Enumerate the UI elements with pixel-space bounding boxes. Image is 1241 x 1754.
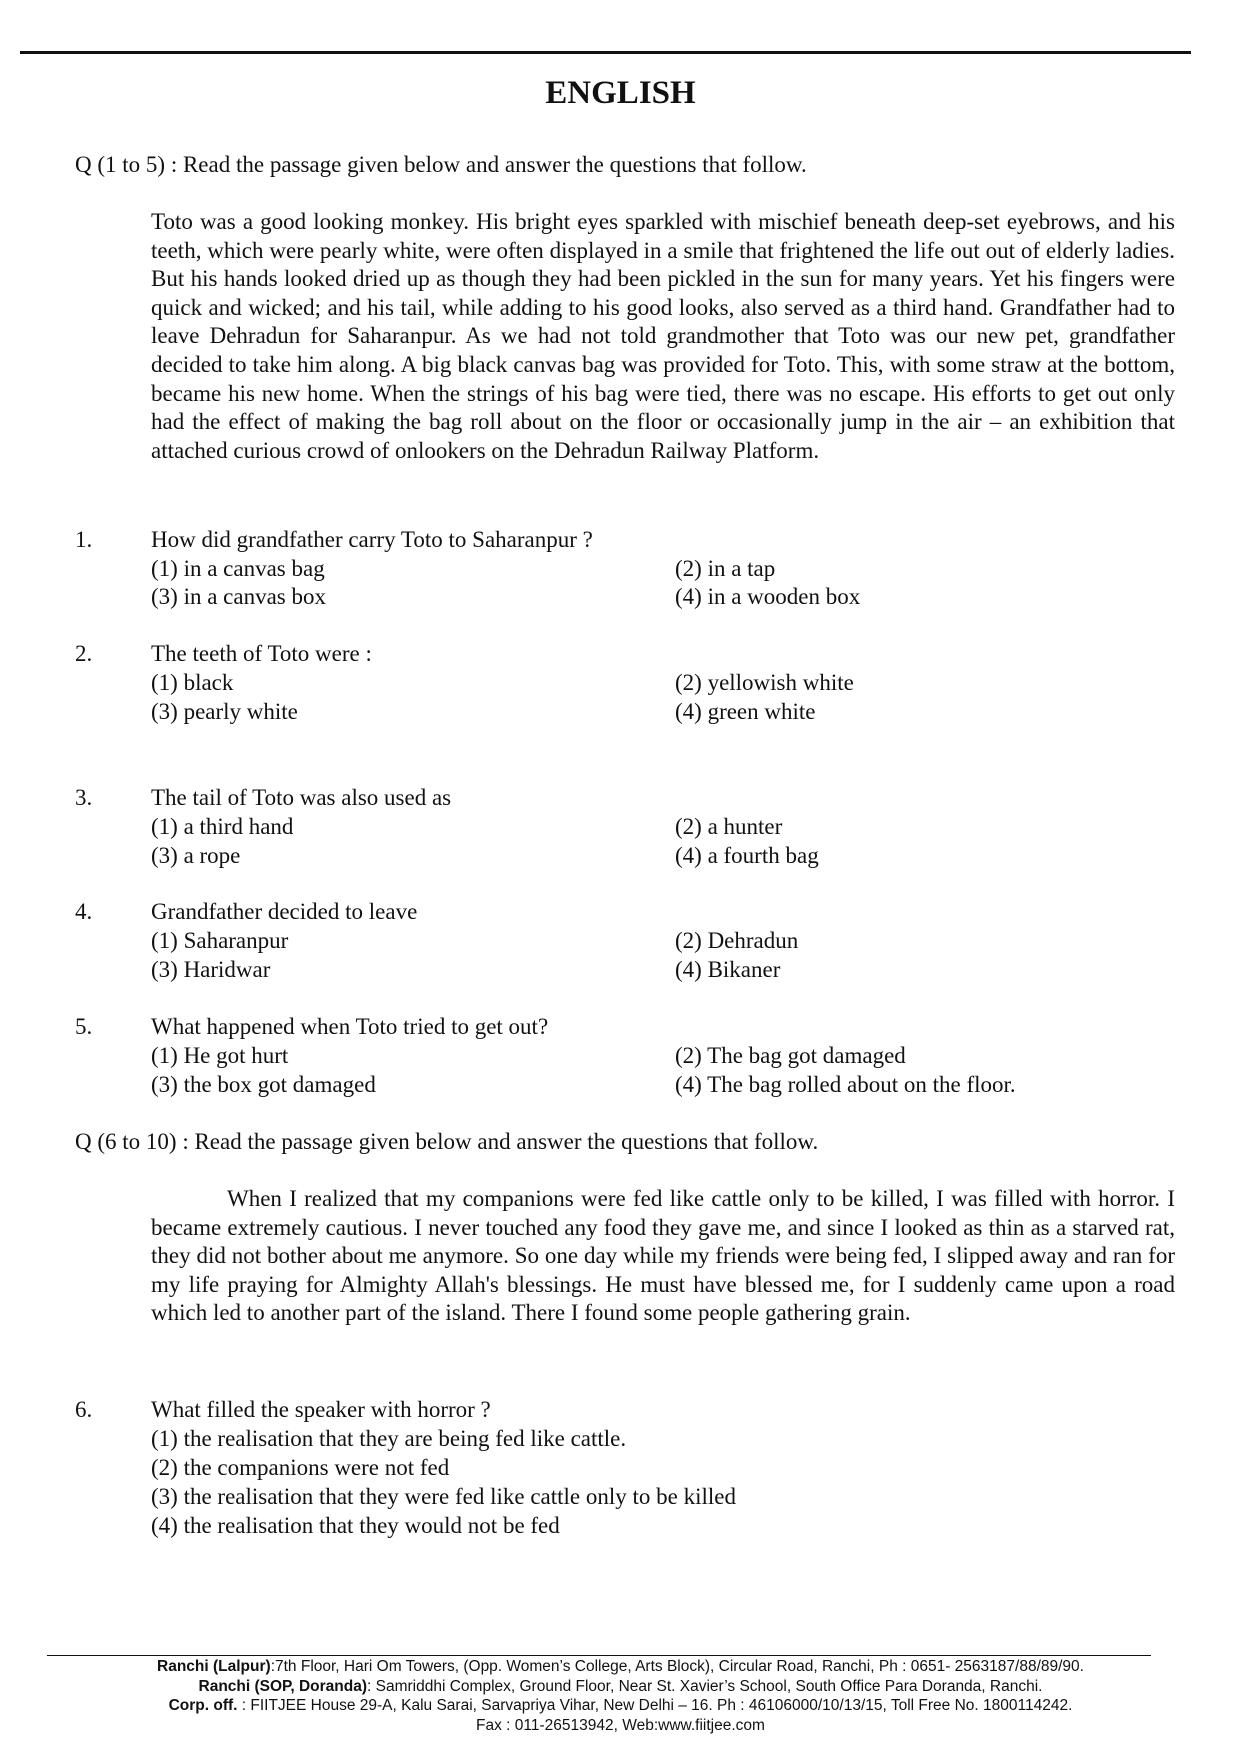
option: (1) He got hurt [151, 1043, 289, 1068]
option: (4) the realisation that they would not be fed [151, 1513, 560, 1538]
option: (4) The bag rolled about on the floor. [675, 1072, 1016, 1097]
option: (1) the realisation that they are being fed like cattle. [151, 1426, 627, 1451]
question-stem: Grandfather decided to leave [151, 899, 418, 924]
option: (2) yellowish white [675, 670, 854, 695]
top-rule [20, 51, 1191, 54]
question-number: 5. [75, 1014, 93, 1039]
option: (3) pearly white [151, 699, 298, 724]
footer-label: Ranchi (SOP, Doranda) [198, 1677, 368, 1695]
section1-passage: Toto was a good looking monkey. His bright eyes sparkled with mischief beneath deep-set eyebrows, and his teeth, which were pearly white, were often displayed in a smile that frightened the life out out of elderly ladies. But his hands looked dried up as though they had been pickled in the sun for many years. Yet his fingers were quick and wicked; and his tail, while adding to his good looks, also served as a third hand. Grandfather had to leave Dehradun for Saharanpur. As we had not told grandmother that Toto was our new pet, grandfather decided to take him along. A big black canvas bag was provided for Toto. This, with some straw at the bottom, became his new home. When the strings of his bag were tied, there was no escape. His efforts to get out only had the effect of making the bag roll about on the floor or occasionally jump in the air – an exhibition that attached curious crowd of onlookers on the Dehradun Railway Platform. [151, 209, 1175, 463]
option: (3) the realisation that they were fed like cattle only to be killed [151, 1484, 737, 1509]
footer-line-1 [0, 1657, 1241, 1677]
option: (1) a third hand [151, 814, 294, 839]
footer-rule [47, 1655, 1151, 1656]
option: (3) the box got damaged [151, 1072, 376, 1097]
footer-line-4 [0, 1716, 1241, 1736]
option: (1) black [151, 670, 234, 695]
option: (2) the companions were not fed [151, 1455, 450, 1480]
question-number: 4. [75, 899, 93, 924]
option: (1) in a canvas bag [151, 556, 325, 581]
option: (2) in a tap [675, 556, 776, 581]
question-number: 3. [75, 785, 93, 810]
option: (2) a hunter [675, 814, 783, 839]
section2-passage: When I realized that my companions were fed like cattle only to be killed, I was filled with horror. I became extremely cautious. I never touched any food they gave me, and since I looked as thin as a starved rat, they did not bother about me anymore. So one day while my friends were being fed, I slipped away and ran for my life praying for Almighty Allah's blessings. He must have blessed me, for I suddenly came upon a road which led to another part of the island. There I found some people gathering grain. [151, 1186, 1175, 1326]
option: (4) Bikaner [675, 957, 781, 982]
question-number: 2. [75, 641, 93, 666]
section1-instruction: Q (1 to 5) : Read the passage given below and answer the questions that follow. [75, 152, 807, 177]
question-stem: How did grandfather carry Toto to Saharanpur ? [151, 527, 593, 552]
option: (3) Haridwar [151, 957, 271, 982]
question-number: 6. [75, 1397, 93, 1422]
footer-line-2 [0, 1677, 1241, 1697]
option: (3) in a canvas box [151, 584, 326, 609]
option: (4) a fourth bag [675, 843, 819, 868]
option: (4) green white [675, 699, 816, 724]
footer-text: Fax : 011-26513942, Web:www.fiitjee.com [476, 1716, 765, 1734]
footer-text: :7th Floor, Hari Om Towers, (Opp. Women’s College, Arts Block), Circular Road, Ranchi, Ph : 0651- 2563187/88/89/90. [270, 1658, 1084, 1675]
question-stem: What happened when Toto tried to get out? [151, 1014, 549, 1039]
footer-line-3 [0, 1696, 1241, 1716]
question-stem: What filled the speaker with horror ? [151, 1397, 491, 1422]
footer [0, 1657, 1241, 1735]
question-stem: The teeth of Toto were : [151, 641, 372, 666]
option: (2) Dehradun [675, 928, 799, 953]
option: (2) The bag got damaged [675, 1043, 906, 1068]
option: (3) a rope [151, 843, 241, 868]
footer-text: : Samriddhi Complex, Ground Floor, Near St. Xavier’s School, South Office Para Doranda, Ranchi. [367, 1677, 1043, 1695]
option: (4) in a wooden box [675, 584, 861, 609]
footer-text: : FIITJEE House 29-A, Kalu Sarai, Sarvapriya Vihar, New Delhi – 16. Ph : 46106000/10/13/15, Toll Free No. 1800114242. [237, 1697, 1073, 1714]
question-number: 1. [75, 527, 93, 552]
section2-instruction: Q (6 to 10) : Read the passage given below and answer the questions that follow. [75, 1129, 819, 1154]
footer-label: Ranchi (Lalpur) [157, 1658, 271, 1675]
page-title: ENGLISH [545, 75, 696, 111]
footer-label: Corp. off. [168, 1697, 238, 1714]
option: (1) Saharanpur [151, 928, 289, 953]
question-stem: The tail of Toto was also used as [151, 785, 452, 810]
